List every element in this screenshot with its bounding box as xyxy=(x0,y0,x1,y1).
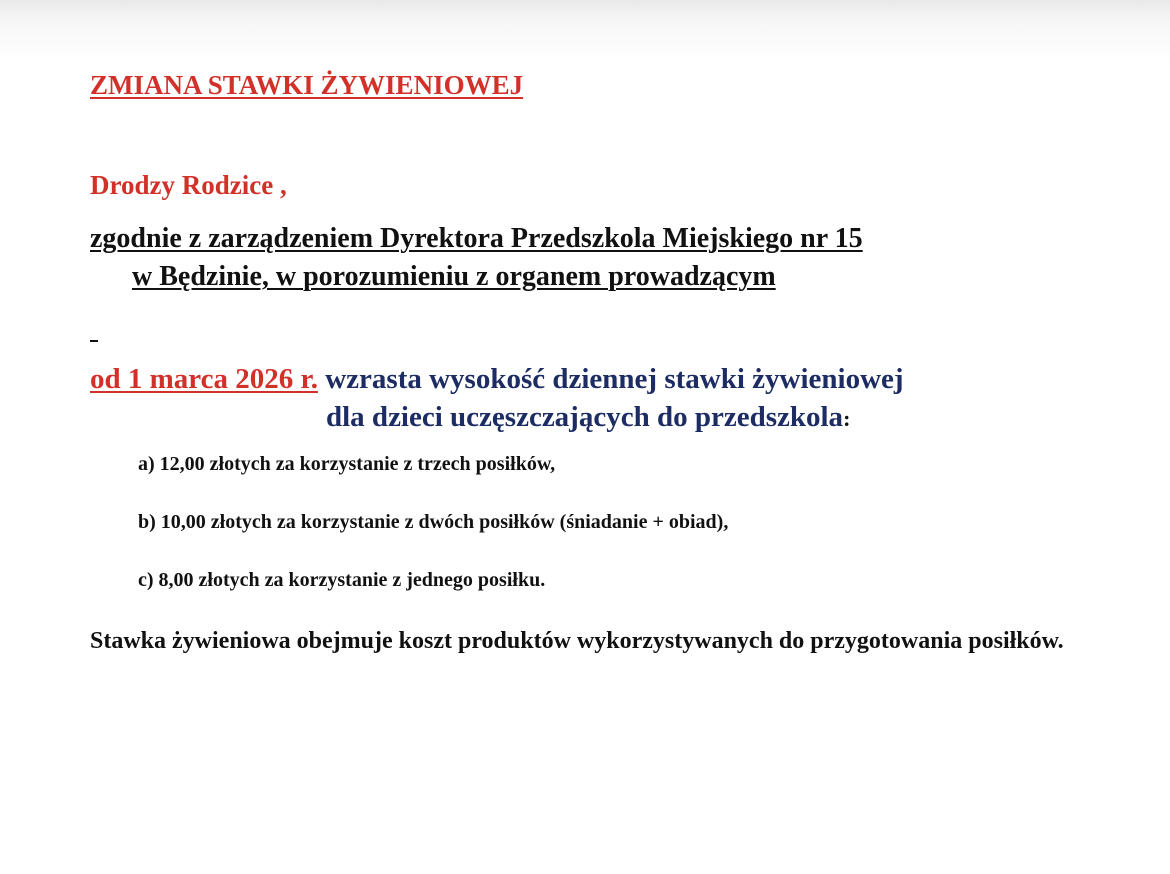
rate-options xyxy=(138,450,728,624)
intro-line-2-text: w Będzinie, w porozumieniu z organem prowadzącym xyxy=(132,261,776,292)
rate-option-a: a) 12,00 złotych za korzystanie z trzech posiłków, xyxy=(138,453,556,475)
intro-line-2 xyxy=(90,258,1070,296)
announcement xyxy=(90,360,1070,438)
rate-option-b: b) 10,00 złotych za korzystanie z dwóch posiłków (śniadanie + obiad), xyxy=(138,511,729,533)
announcement-colon: : xyxy=(843,406,851,431)
notice-page xyxy=(90,0,1070,874)
announcement-text-1: wzrasta wysokość dziennej stawki żywieniowej xyxy=(325,363,904,395)
greeting: Drodzy Rodzice , xyxy=(90,170,287,200)
notice-title: ZMIANA STAWKI ŻYWIENIOWEJ xyxy=(90,70,524,100)
intro-line-1-text: zgodnie z zarządzeniem Dyrektora Przedszkola Miejskiego nr 15 xyxy=(90,223,863,254)
intro-line-1 xyxy=(90,220,1070,258)
announcement-line-2 xyxy=(90,398,1070,438)
intro-paragraph xyxy=(90,220,1070,296)
rate-option-c: c) 8,00 złotych za korzystanie z jednego posiłku. xyxy=(138,569,546,591)
announcement-line-1 xyxy=(90,360,1070,398)
effective-date: od 1 marca 2026 r. xyxy=(90,363,318,395)
announcement-text-2: dla dzieci uczęszczających do przedszkola xyxy=(326,401,844,433)
closing-paragraph: Stawka żywieniowa obejmuje koszt produktów wykorzystywanych do przygotowania posiłków. xyxy=(90,628,1064,654)
dash-mark xyxy=(90,340,98,342)
